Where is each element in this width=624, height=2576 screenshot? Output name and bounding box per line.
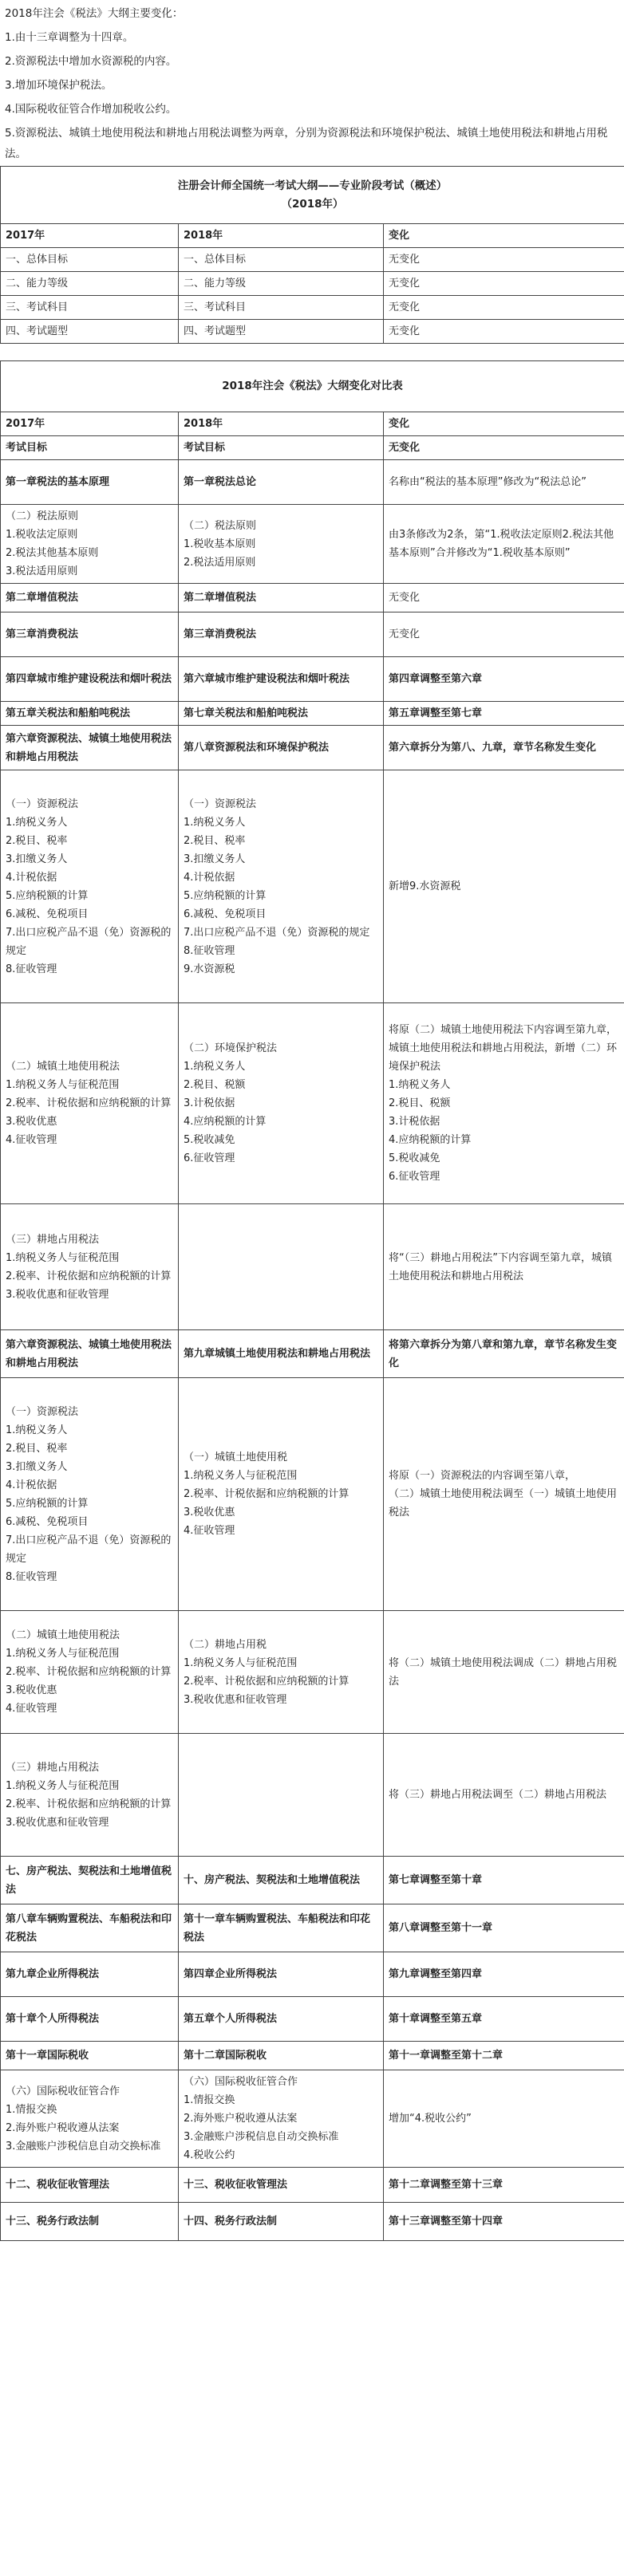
cell-line: 3.金融账户涉税信息自动交换标准 (184, 2131, 339, 2143)
cell-line: 4.应纳税额的计算 (389, 1134, 472, 1146)
cell-line: 第九章企业所得税法 (6, 1968, 100, 1980)
comparison-cell (384, 1997, 624, 2042)
comparison-cell (179, 1330, 384, 1378)
cell-line: 3.税收优惠 (6, 1116, 57, 1128)
cell-line: 1.纳税义务人与征税范围 (184, 1656, 298, 1669)
cell-line: 1.纳税义务人与征税范围 (6, 1251, 120, 1264)
cell-line: 第十二章调整至第十三章 (389, 2179, 504, 2191)
cell-line: （六）国际税收征管合作 (184, 2076, 298, 2088)
cell-line: 新增9.水资源税 (389, 880, 461, 892)
cell-line: 4.征收管理 (6, 1134, 57, 1146)
cell-line: 2.税率、计税依据和应纳税额的计算 (6, 1097, 172, 1109)
comparison-cell (384, 2070, 624, 2168)
comparison-cell (179, 1378, 384, 1611)
cell-line: 七、房产税法、契税法和土地增值税法 (6, 1865, 172, 1896)
overview-cell: 三、考试科目 (1, 296, 179, 320)
comparison-cell (384, 1611, 624, 1734)
comparison-cell (179, 1003, 384, 1204)
cell-line: 4.计税依据 (6, 871, 57, 884)
cell-line: 3.税收优惠和征收管理 (184, 1693, 287, 1706)
cell-line: 第八章调整至第十一章 (389, 1922, 493, 1934)
comparison-row (1, 2070, 624, 2168)
comparison-cell (179, 2070, 384, 2168)
comparison-cell (384, 1204, 624, 1330)
cell-line: 1.纳税义务人与征税范围 (6, 1779, 120, 1792)
comparison-cell (179, 1857, 384, 1904)
cell-line: 增加“4.税收公约” (389, 2113, 472, 2125)
cell-line: 8.征收管理 (184, 944, 235, 957)
comparison-cell (384, 460, 624, 505)
comparison-header-cell: 2017年 (1, 412, 179, 436)
comparison-cell (384, 1904, 624, 1952)
comparison-cell (1, 702, 179, 726)
cell-line: （二）环境保护税法 (184, 1042, 278, 1054)
comparison-row (1, 1997, 624, 2042)
cell-line: 第二章增值税法 (184, 592, 257, 604)
cell-line: 将（三）耕地占用税法调至（二）耕地占用税法 (389, 1789, 607, 1801)
cell-line: 5.应纳税额的计算 (6, 1497, 89, 1510)
cell-line: 第七章调整至第十章 (389, 1874, 483, 1886)
cell-line: 第十二章国际税收 (184, 2050, 267, 2062)
cell-line: 5.应纳税额的计算 (184, 889, 267, 902)
comparison-row (1, 1952, 624, 1997)
comparison-cell (179, 1611, 384, 1734)
cell-line: 2.税法其他基本原则 (6, 547, 99, 559)
cell-line: 6.减税、免税项目 (184, 908, 267, 920)
comparison-cell (384, 702, 624, 726)
overview-cell: 无变化 (384, 272, 624, 296)
cell-line: 4.征收管理 (184, 1525, 235, 1537)
comparison-cell (179, 2168, 384, 2203)
cell-line: 名称由“税法的基本原理”修改为“税法总论” (389, 476, 586, 488)
cell-line: 十、房产税法、契税法和土地增值税法 (184, 1874, 361, 1886)
cell-line: 1.纳税义务人 (389, 1079, 451, 1091)
cell-line: 第二章增值税法 (6, 592, 79, 604)
overview-cell: 四、考试题型 (1, 320, 179, 344)
intro-title: 2018年注会《税法》大纲主要变化： (5, 7, 184, 20)
cell-line: 1.纳税义务人与征税范围 (184, 1470, 298, 1482)
comparison-cell (179, 726, 384, 770)
cell-line: 5.税收减免 (389, 1152, 440, 1164)
cell-line: 5.应纳税额的计算 (6, 889, 89, 902)
cell-line: （一）资源税法 (184, 798, 257, 810)
cell-line: 考试目标 (184, 442, 226, 454)
comparison-cell (179, 505, 384, 584)
comparison-row (1, 1330, 624, 1378)
cell-line: 3.扣缴义务人 (6, 1460, 68, 1473)
comparison-cell (1, 1734, 179, 1857)
cell-line: 5.税收减免 (184, 1134, 235, 1146)
comparison-cell (1, 1997, 179, 2042)
cell-line: 第六章资源税法、城镇土地使用税法和耕地占用税法 (6, 732, 172, 763)
comparison-row (1, 702, 624, 726)
comparison-cell (1, 1952, 179, 1997)
overview-cell: 无变化 (384, 320, 624, 344)
comparison-cell (1, 436, 179, 460)
comparison-cell (384, 2042, 624, 2070)
intro-item: 4.国际税收征管合作增加税收公约。 (5, 103, 177, 116)
cell-line: 将第六章拆分为第八章和第九章，章节名称发生变化 (389, 1338, 618, 1369)
comparison-cell (179, 2203, 384, 2241)
cell-line: 4.应纳税额的计算 (184, 1116, 267, 1128)
comparison-cell (384, 612, 624, 657)
comparison-cell (179, 657, 384, 702)
comparison-cell (179, 1734, 384, 1857)
overview-cell: 二、能力等级 (1, 272, 179, 296)
cell-line: 第六章拆分为第八、九章，章节名称发生变化 (389, 742, 597, 754)
cell-line: 3.扣缴义务人 (6, 853, 68, 865)
cell-line: 9.水资源税 (184, 963, 235, 975)
cell-line: 4.征收管理 (6, 1703, 57, 1715)
comparison-row (1, 657, 624, 702)
cell-line: 3.扣缴义务人 (184, 853, 246, 865)
cell-line: 第一章税法的基本原理 (6, 476, 110, 488)
comparison-cell (1, 657, 179, 702)
comparison-cell (384, 770, 624, 1003)
cell-line: （二）城镇土地使用税法 (6, 1061, 120, 1073)
cell-line: 2.税目、税率 (6, 1442, 68, 1455)
cell-line: 第八章资源税法和环境保护税法 (184, 742, 330, 754)
comparison-cell (179, 770, 384, 1003)
cell-line: 2.海外账户税收遵从法案 (6, 2121, 120, 2134)
comparison-header-cell: 变化 (384, 412, 624, 436)
intro-item: 5.资源税法、城镇土地使用税法和耕地占用税法调整为两章，分别为资源税法和环境保护税法、城镇土地使用税法和耕地占用税法。 (5, 127, 608, 160)
comparison-header-cell: 2018年 (179, 412, 384, 436)
cell-line: 1.情报交换 (184, 2094, 235, 2106)
comparison-cell (179, 1952, 384, 1997)
cell-line: 7.出口应税产品不退（免）资源税的规定 (6, 1534, 172, 1565)
cell-line: 第十一章调整至第十二章 (389, 2050, 504, 2062)
cell-line: 第四章城市维护建设税法和烟叶税法 (6, 673, 172, 685)
comparison-cell (1, 2203, 179, 2241)
cell-line: 第六章城市维护建设税法和烟叶税法 (184, 673, 350, 685)
comparison-cell (384, 1003, 624, 1204)
cell-line: （二）城镇土地使用税法 (6, 1629, 120, 1641)
comparison-row (1, 2168, 624, 2203)
comparison-cell (1, 460, 179, 505)
cell-line: 十三、税务行政法制 (6, 2216, 100, 2227)
cell-line: 十三、税收征收管理法 (184, 2179, 288, 2191)
comparison-cell (1, 1330, 179, 1378)
intro-item: 1.由十三章调整为十四章。 (5, 31, 134, 44)
comparison-row (1, 460, 624, 505)
overview-cell: 一、总体目标 (179, 248, 384, 272)
comparison-cell (179, 436, 384, 460)
cell-line: 3.金融账户涉税信息自动交换标准 (6, 2140, 161, 2153)
comparison-cell (1, 726, 179, 770)
cell-line: 1.纳税义务人 (6, 1424, 68, 1436)
overview-subtitle-text: （2018年） (281, 197, 344, 211)
cell-line: 2.税目、税率 (6, 834, 68, 847)
cell-line: 无变化 (389, 592, 421, 604)
cell-line: 1.纳税义务人与征税范围 (6, 1648, 120, 1660)
comparison-row (1, 1611, 624, 1734)
cell-line: 无变化 (389, 442, 421, 454)
comparison-row (1, 770, 624, 1003)
cell-line: 第十章调整至第五章 (389, 2013, 483, 2025)
overview-header-cell: 2018年 (179, 224, 384, 248)
cell-line: 3.税收优惠和征收管理 (6, 1288, 109, 1301)
comparison-cell (179, 702, 384, 726)
cell-line: 第五章个人所得税法 (184, 2013, 278, 2025)
comparison-row (1, 726, 624, 770)
cell-line: 3.税法适用原则 (6, 565, 78, 577)
comparison-cell (1, 1204, 179, 1330)
intro-block (0, 0, 624, 167)
comparison-cell (179, 2042, 384, 2070)
cell-line: 2.税目、税额 (184, 1079, 246, 1091)
cell-line: 6.征收管理 (389, 1171, 440, 1183)
comparison-table (0, 360, 624, 2241)
cell-line: 第九章城镇土地使用税法和耕地占用税法 (184, 1348, 371, 1360)
comparison-row (1, 612, 624, 657)
comparison-cell (384, 726, 624, 770)
cell-line: 第八章车辆购置税法、车船税法和印花税法 (6, 1912, 172, 1944)
comparison-cell (1, 1611, 179, 1734)
cell-line: （一）资源税法 (6, 1405, 79, 1418)
cell-line: 2.税率、计税依据和应纳税额的计算 (6, 1666, 172, 1678)
cell-line: 第三章消费税法 (184, 628, 257, 640)
cell-line: 7.出口应税产品不退（免）资源税的规定 (184, 926, 370, 939)
cell-line: 6.减税、免税项目 (6, 1515, 89, 1528)
overview-cell: 四、考试题型 (179, 320, 384, 344)
comparison-cell (179, 460, 384, 505)
cell-line: 1.纳税义务人 (184, 1061, 246, 1073)
cell-line: 3.税收优惠 (6, 1684, 57, 1696)
overview-title-text: 注册会计师全国统一考试大纲——专业阶段考试（概述） (177, 179, 448, 192)
cell-line: 2.税率、计税依据和应纳税额的计算 (184, 1488, 350, 1500)
comparison-cell (384, 1952, 624, 1997)
comparison-cell (1, 770, 179, 1003)
comparison-cell (1, 505, 179, 584)
cell-line: 3.税收优惠 (184, 1507, 235, 1518)
cell-line: （一）城镇土地使用税 (184, 1451, 288, 1463)
cell-line: 1.纳税义务人与征税范围 (6, 1079, 120, 1091)
comparison-row (1, 436, 624, 460)
cell-line: 无变化 (389, 628, 421, 640)
overview-cell: 二、能力等级 (179, 272, 384, 296)
comparison-row (1, 2203, 624, 2241)
cell-line: 第十一章国际税收 (6, 2050, 89, 2062)
comparison-row (1, 1734, 624, 1857)
comparison-row (1, 1904, 624, 1952)
comparison-cell (179, 1997, 384, 2042)
cell-line: 1.税收法定原则 (6, 529, 78, 541)
cell-line: 考试目标 (6, 442, 48, 454)
cell-line: 将原（二）城镇土地使用税法下内容调至第九章，城镇土地使用税法和耕地占用税法，新增（二）环境保护税法 (389, 1024, 618, 1073)
cell-line: 2.税率、计税依据和应纳税额的计算 (6, 1798, 172, 1810)
cell-line: 3.税收优惠和征收管理 (6, 1816, 109, 1829)
cell-line: 2.海外账户税收遵从法案 (184, 2113, 298, 2125)
cell-line: 第九章调整至第四章 (389, 1968, 483, 1980)
overview-table-title (1, 167, 624, 224)
cell-line: 1.纳税义务人 (6, 816, 68, 829)
cell-line: 6.减税、免税项目 (6, 908, 89, 920)
comparison-row (1, 1857, 624, 1904)
cell-line: 1.税收基本原则 (184, 538, 256, 550)
overview-header-cell: 2017年 (1, 224, 179, 248)
comparison-cell (1, 2070, 179, 2168)
comparison-cell (384, 657, 624, 702)
cell-line: 4.税收公约 (184, 2149, 235, 2161)
comparison-row (1, 2042, 624, 2070)
cell-line: （二）城镇土地使用税法调至（一）城镇土地使用税法 (389, 1488, 618, 1518)
comparison-cell (384, 1330, 624, 1378)
cell-line: 将原（一）资源税法的内容调至第八章， (389, 1470, 576, 1482)
cell-line: 第六章资源税法、城镇土地使用税法和耕地占用税法 (6, 1338, 172, 1369)
comparison-cell (179, 1904, 384, 1952)
overview-cell: 无变化 (384, 296, 624, 320)
comparison-cell (179, 1204, 384, 1330)
comparison-table-title: 2018年注会《税法》大纲变化对比表 (1, 361, 624, 412)
comparison-row (1, 1003, 624, 1204)
comparison-cell (384, 2168, 624, 2203)
cell-line: 7.出口应税产品不退（免）资源税的规定 (6, 926, 172, 957)
cell-line: （六）国际税收征管合作 (6, 2085, 120, 2097)
overview-cell: 一、总体目标 (1, 248, 179, 272)
cell-line: 6.征收管理 (184, 1152, 235, 1164)
cell-line: 十二、税收征收管理法 (6, 2179, 110, 2191)
comparison-cell (384, 1734, 624, 1857)
cell-line: 第七章关税法和船舶吨税法 (184, 707, 309, 719)
comparison-cell (384, 1378, 624, 1611)
comparison-cell (1, 584, 179, 612)
comparison-cell (1, 1857, 179, 1904)
cell-line: 将（二）城镇土地使用税法调成（二）耕地占用税法 (389, 1656, 618, 1688)
comparison-cell (384, 436, 624, 460)
cell-line: 2.税法适用原则 (184, 556, 256, 569)
comparison-cell (384, 505, 624, 584)
intro-item: 3.增加环境保护税法。 (5, 79, 113, 92)
cell-line: 第十三章调整至第十四章 (389, 2216, 504, 2227)
comparison-cell (179, 584, 384, 612)
cell-line: 3.计税依据 (184, 1097, 235, 1109)
comparison-cell (384, 1857, 624, 1904)
comparison-cell (1, 2042, 179, 2070)
cell-line: 第四章企业所得税法 (184, 1968, 278, 1980)
comparison-cell (179, 612, 384, 657)
comparison-row (1, 505, 624, 584)
cell-line: 3.计税依据 (389, 1116, 440, 1128)
cell-line: 2.税目、税率 (184, 834, 246, 847)
cell-line: （一）资源税法 (6, 798, 79, 810)
comparison-cell (1, 1904, 179, 1952)
comparison-row (1, 1378, 624, 1611)
cell-line: （二）税法原则 (6, 510, 79, 522)
comparison-cell (384, 584, 624, 612)
cell-line: 1.纳税义务人 (184, 816, 246, 829)
cell-line: 4.计税依据 (184, 871, 235, 884)
comparison-cell (1, 1378, 179, 1611)
cell-line: 2.税目、税额 (389, 1097, 451, 1109)
intro-item: 2.资源税法中增加水资源税的内容。 (5, 55, 177, 68)
cell-line: （二）耕地占用税 (184, 1638, 267, 1651)
overview-table (0, 166, 624, 344)
cell-line: 第一章税法总论 (184, 476, 257, 488)
overview-header-cell: 变化 (384, 224, 624, 248)
overview-cell: 无变化 (384, 248, 624, 272)
cell-line: 第四章调整至第六章 (389, 673, 483, 685)
overview-cell: 三、考试科目 (179, 296, 384, 320)
cell-line: （三）耕地占用税法 (6, 1233, 100, 1246)
cell-line: 1.情报交换 (6, 2103, 57, 2116)
cell-line: 由3条修改为2条，第“1.税收法定原则2.税法其他基本原则”合并修改为“1.税收基本原则” (389, 529, 614, 559)
cell-line: （二）税法原则 (184, 519, 257, 532)
comparison-row (1, 584, 624, 612)
comparison-row (1, 1204, 624, 1330)
cell-line: 第十一章车辆购置税法、车船税法和印花税法 (184, 1912, 371, 1944)
cell-line: 2.税率、计税依据和应纳税额的计算 (184, 1675, 350, 1688)
cell-line: 8.征收管理 (6, 1570, 57, 1583)
comparison-cell (1, 1003, 179, 1204)
cell-line: 2.税率、计税依据和应纳税额的计算 (6, 1270, 172, 1282)
cell-line: 将“（三）耕地占用税法”下内容调至第九章，城镇土地使用税法和耕地占用税法 (389, 1251, 612, 1282)
comparison-cell (1, 2168, 179, 2203)
comparison-cell (1, 612, 179, 657)
cell-line: 十四、税务行政法制 (184, 2216, 278, 2227)
cell-line: 8.征收管理 (6, 963, 57, 975)
cell-line: 第五章关税法和船舶吨税法 (6, 707, 131, 719)
cell-line: （三）耕地占用税法 (6, 1761, 100, 1774)
comparison-cell (384, 2203, 624, 2241)
cell-line: 4.计税依据 (6, 1479, 57, 1491)
cell-line: 第三章消费税法 (6, 628, 79, 640)
cell-line: 第十章个人所得税法 (6, 2013, 100, 2025)
cell-line: 第五章调整至第七章 (389, 707, 483, 719)
